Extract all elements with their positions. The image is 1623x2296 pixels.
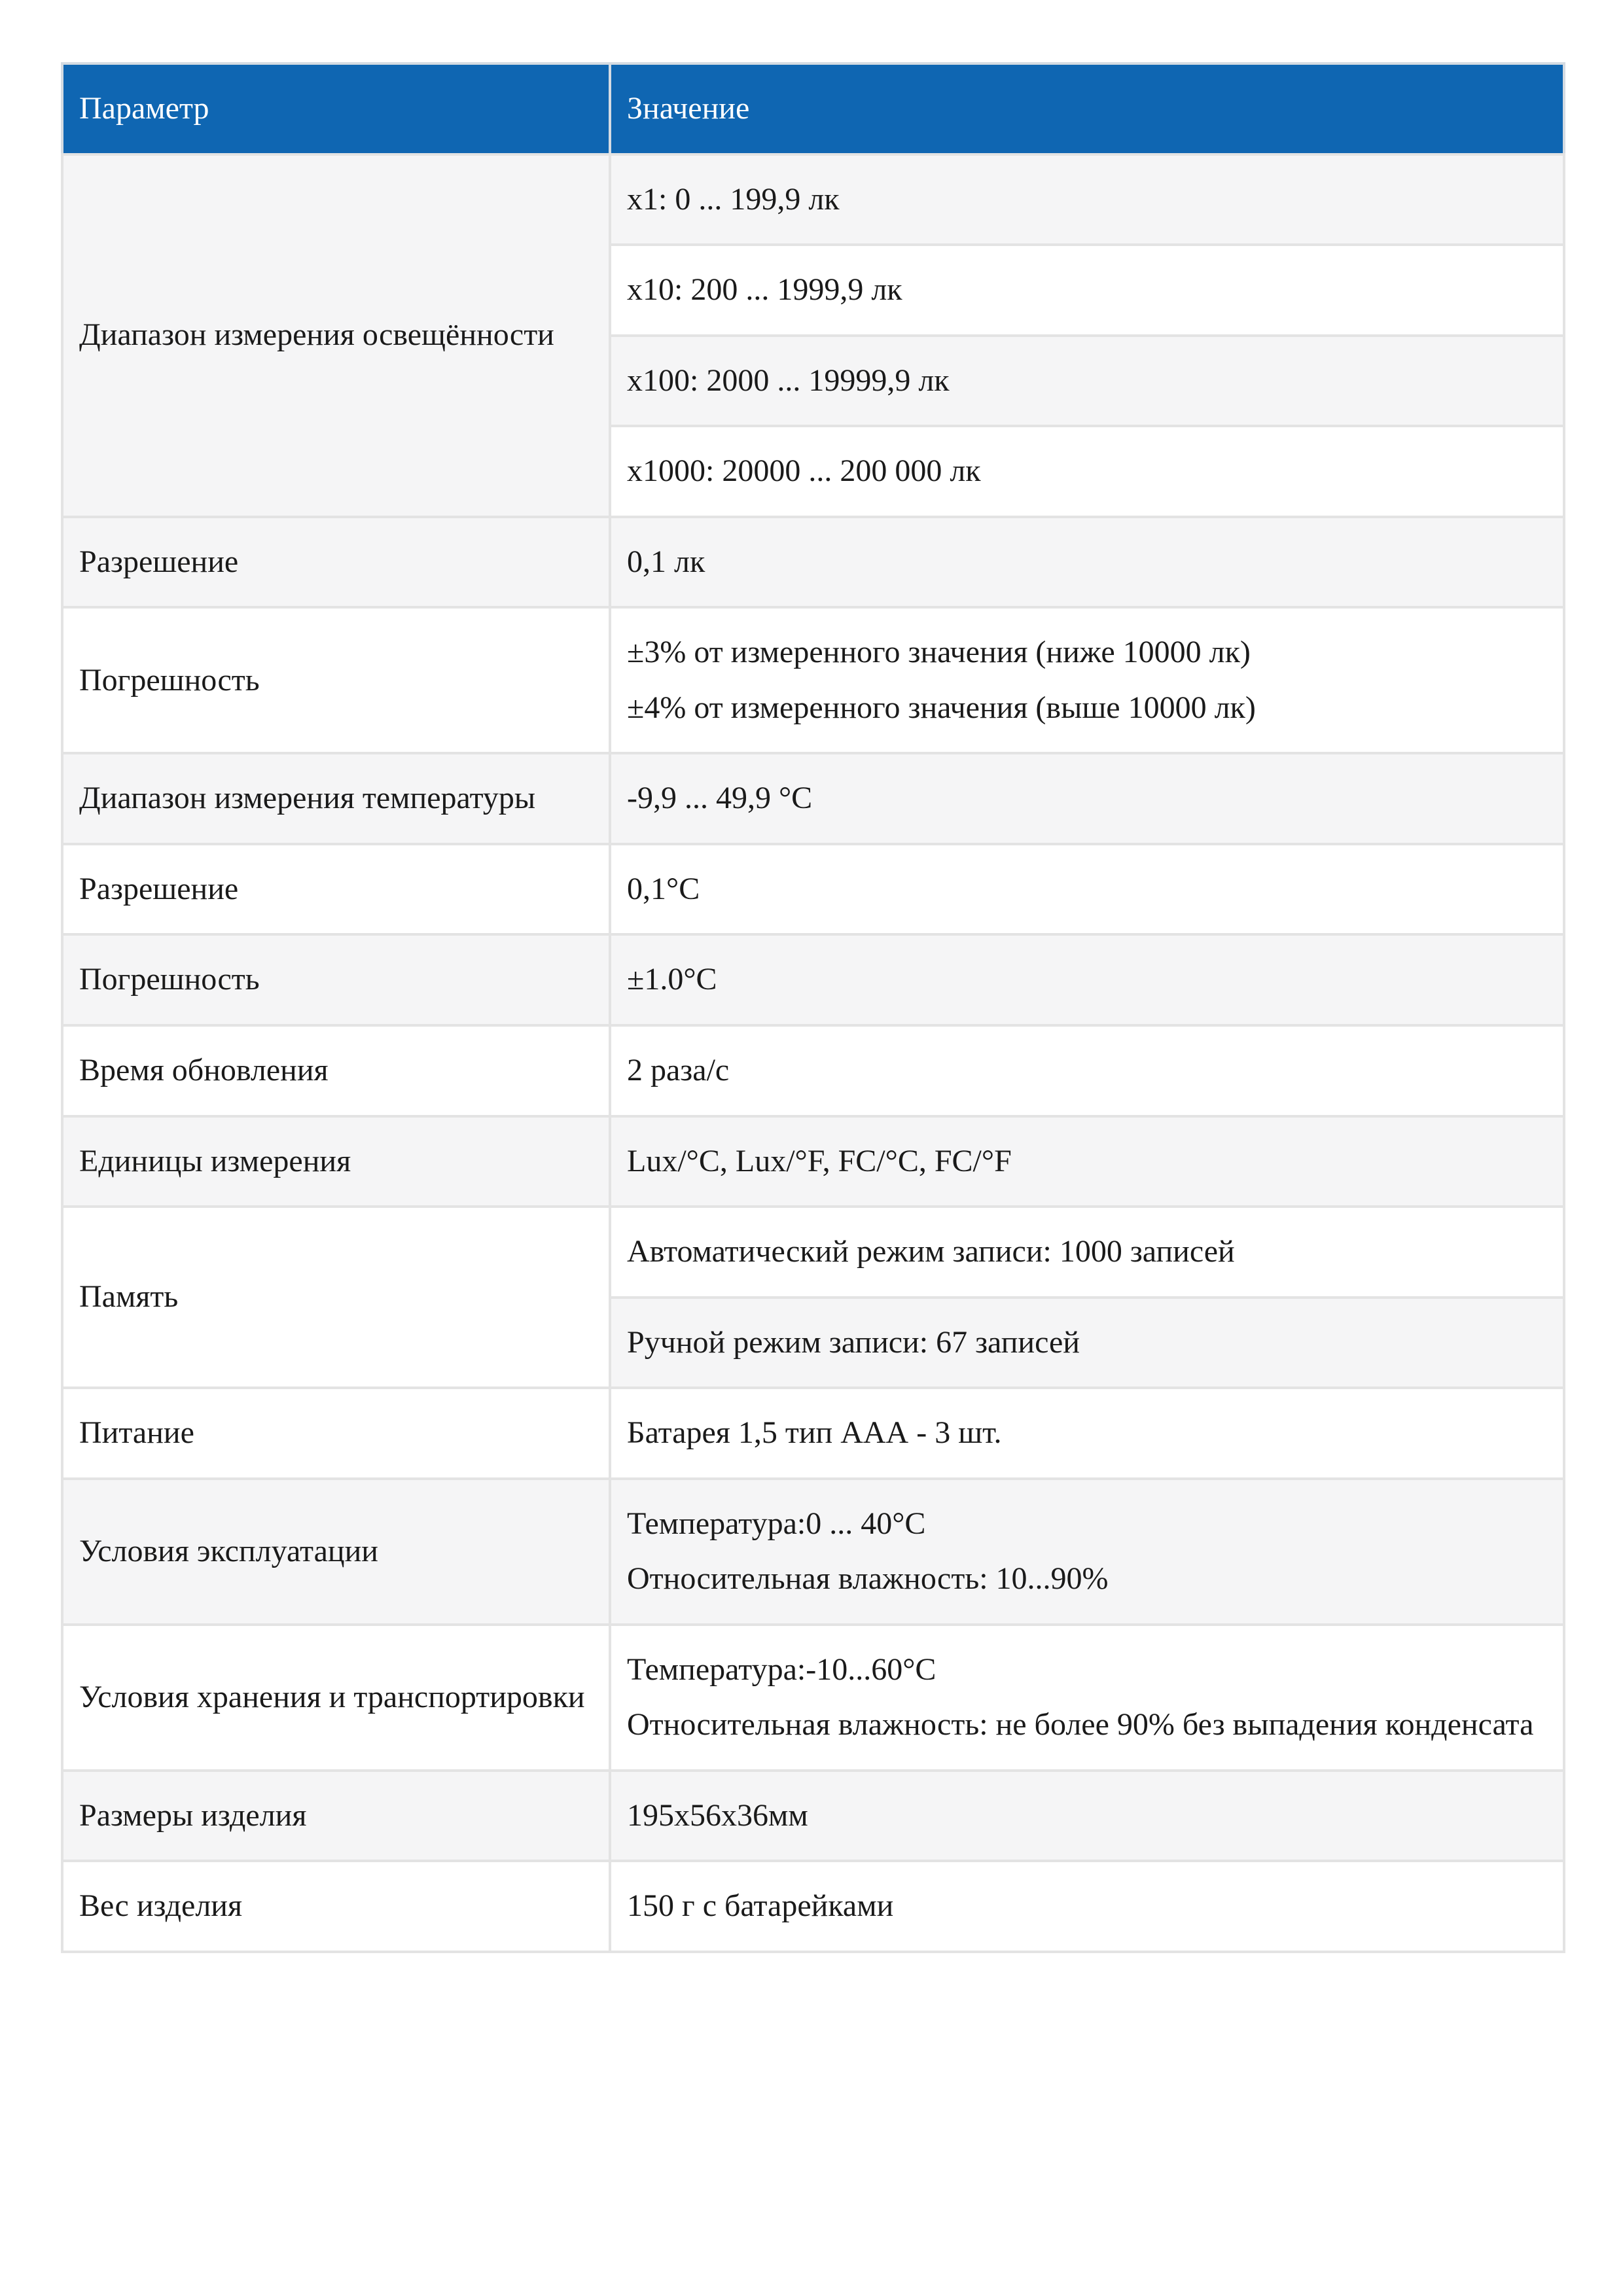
param-cell-weight: Вес изделия	[62, 1861, 610, 1952]
table-row	[62, 934, 1564, 1025]
value-cell-x1: x1: 0 ... 199,9 лк	[610, 154, 1564, 245]
table-row	[62, 517, 1564, 608]
value-line: Температура:0 ... 40°C	[627, 1506, 926, 1541]
param-cell-accuracy-lux: Погрешность	[62, 607, 610, 753]
value-cell-power: Батарея 1,5 тип ААА - 3 шт.	[610, 1388, 1564, 1479]
value-cell-accuracy-lux	[610, 607, 1564, 753]
value-line: Относительная влажность: не более 90% без выпадения конденсата	[627, 1707, 1534, 1742]
value-cell-temperature-range: -9,9 ... 49,9 °C	[610, 753, 1564, 844]
table-row	[62, 607, 1564, 753]
table-header-row	[62, 63, 1564, 154]
value-cell-resolution-temp: 0,1°C	[610, 844, 1564, 935]
value-cell-dimensions: 195x56x36мм	[610, 1771, 1564, 1862]
param-cell-memory: Память	[62, 1207, 610, 1388]
value-line: Относительная влажность: 10...90%	[627, 1561, 1109, 1597]
param-cell-update-rate: Время обновления	[62, 1025, 610, 1116]
value-cell-x100: x100: 2000 ... 19999,9 лк	[610, 336, 1564, 427]
value-line: ±4% от измеренного значения (выше 10000 лк)	[627, 690, 1256, 725]
value-line: Температура:-10...60°C	[627, 1651, 936, 1687]
param-cell-storage-conditions: Условия хранения и транспортировки	[62, 1625, 610, 1771]
value-line: ±3% от измеренного значения (ниже 10000 лк)	[627, 635, 1251, 670]
table-row	[62, 1479, 1564, 1625]
table-row	[62, 1025, 1564, 1116]
table-row	[62, 1207, 1564, 1298]
value-cell-memory-manual: Ручной режим записи: 67 записей	[610, 1298, 1564, 1388]
table-row	[62, 1861, 1564, 1952]
specs-table	[61, 62, 1565, 1953]
header-cell-value: Значение	[610, 63, 1564, 154]
value-cell-units: Lux/°C, Lux/°F, FC/°C, FC/°F	[610, 1116, 1564, 1207]
table-row	[62, 753, 1564, 844]
value-cell-memory-auto: Автоматический режим записи: 1000 записей	[610, 1207, 1564, 1298]
table-row	[62, 1388, 1564, 1479]
param-cell-resolution-temp: Разрешение	[62, 844, 610, 935]
value-cell-resolution-lux: 0,1 лк	[610, 517, 1564, 608]
value-cell-x10: x10: 200 ... 1999,9 лк	[610, 245, 1564, 336]
value-cell-storage-conditions	[610, 1625, 1564, 1771]
param-cell-dimensions: Размеры изделия	[62, 1771, 610, 1862]
value-cell-operating-conditions	[610, 1479, 1564, 1625]
param-cell-temperature-range: Диапазон измерения температуры	[62, 753, 610, 844]
param-cell-resolution-lux: Разрешение	[62, 517, 610, 608]
table-row	[62, 1625, 1564, 1771]
param-cell-accuracy-temp: Погрешность	[62, 934, 610, 1025]
value-cell-weight: 150 г с батарейками	[610, 1861, 1564, 1952]
param-cell-operating-conditions: Условия эксплуатации	[62, 1479, 610, 1625]
param-cell-power: Питание	[62, 1388, 610, 1479]
param-cell-illuminance-range: Диапазон измерения освещённости	[62, 154, 610, 517]
value-cell-x1000: x1000: 20000 ... 200 000 лк	[610, 426, 1564, 517]
table-row	[62, 844, 1564, 935]
value-cell-update-rate: 2 раза/с	[610, 1025, 1564, 1116]
table-row	[62, 154, 1564, 245]
value-cell-accuracy-temp: ±1.0°C	[610, 934, 1564, 1025]
table-row	[62, 1116, 1564, 1207]
param-cell-units: Единицы измерения	[62, 1116, 610, 1207]
header-cell-param: Параметр	[62, 63, 610, 154]
table-row	[62, 1771, 1564, 1862]
